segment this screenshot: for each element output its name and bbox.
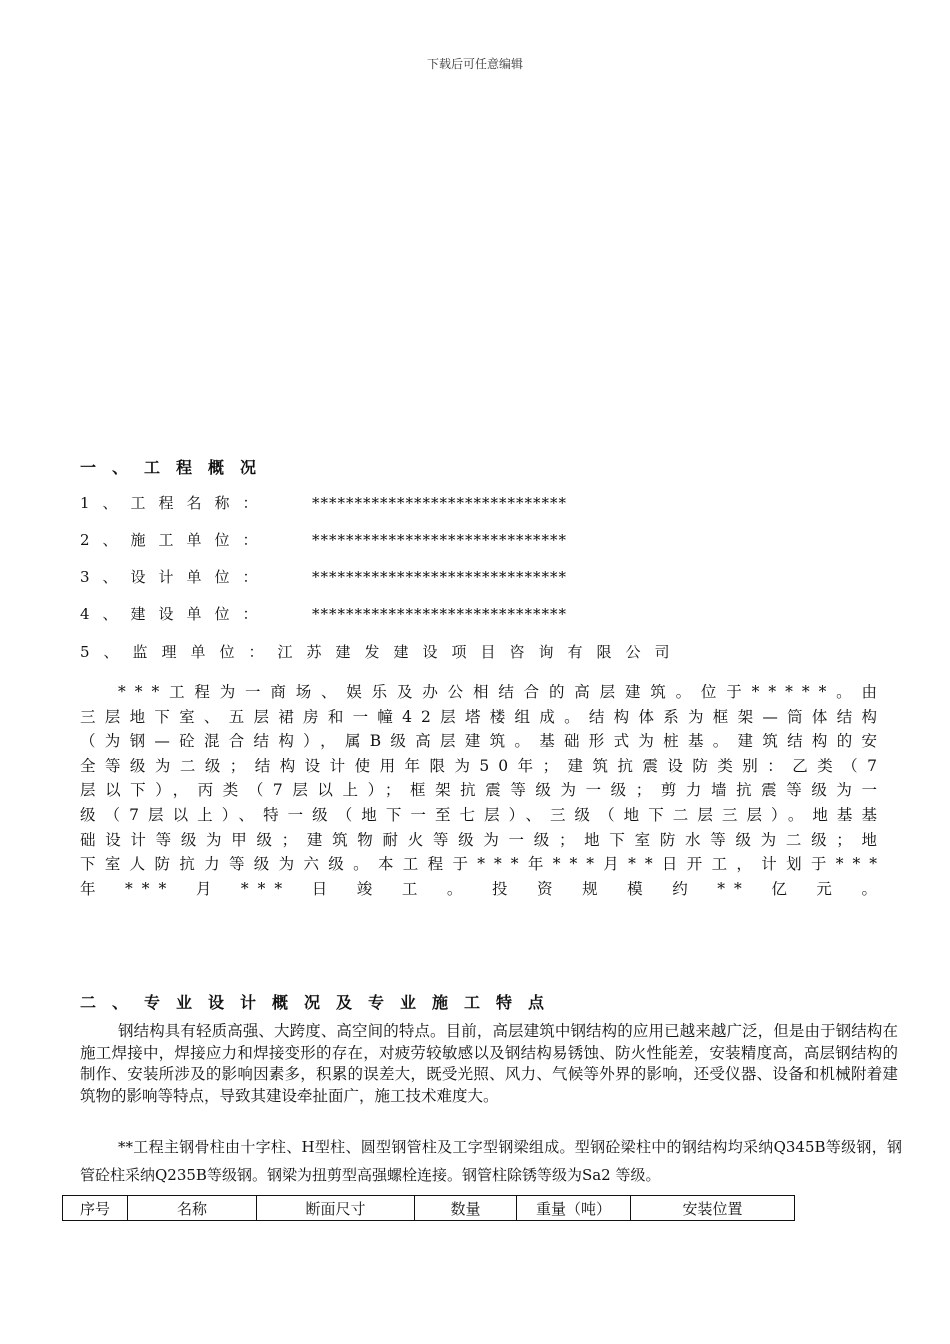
- steel-structure-paragraph: 钢结构具有轻质高强、大跨度、高空间的特点。目前，高层建筑中钢结构的应用已越来越广泛，但是由于钢结构在施工焊接中，焊接应力和焊接变形的存在，对疲劳较敏感以及钢结构易锈蚀、防火性能差，安装精度高，高层钢结构的制作、安装所涉及的影响因素多，积累的误差大，既受光照、风力、气候等外界的影响，还受仪器、设备和机械附着建筑物的影响等特点，导致其建设牵扯面广，施工技术难度大。: [80, 1022, 898, 1105]
- info-label: 2、施工单位：: [80, 531, 271, 549]
- component-table: [62, 1195, 795, 1221]
- col-header: 名称: [128, 1196, 257, 1221]
- section1-title: 一、工程概况: [80, 458, 273, 477]
- info-row-3: [80, 566, 567, 588]
- section2-title: 二、专业设计概况及专业施工特点: [80, 993, 561, 1012]
- info-value: ******************************: [312, 605, 567, 623]
- info-row-5: 5、监理单位：江苏建发建设项目咨询有限公司: [80, 643, 684, 661]
- info-value: ******************************: [312, 568, 567, 586]
- col-header: 安装位置: [631, 1196, 795, 1221]
- project-overview-paragraph: [80, 680, 886, 901]
- info-label: 4、建设单位：: [80, 605, 271, 623]
- info-value: ******************************: [312, 531, 567, 549]
- overview-text: ***工程为一商场、娱乐及办公相结合的高层建筑。位于*****。由三层地下室、五层裙房和一幢42层塔楼组成。结构体系为框架—筒体结构（为钢—砼混合结构），属B级高层建筑。基础形式为桩基。建筑结构的安全等级为二级；结构设计使用年限为50年；建筑抗震设防类别：乙类（7层以下），丙类（7层以上）；框架抗震等级为一级；剪力墙抗震等级为一级（7层以上）、特一级（地下一至七层）、三级（地下二层三层）。地基基础设计等级为甲级；建筑物耐火等级为一级；地下室防水等级为二级；地下室人防抗力等级为六级。本工程于***年***月**日开工，计划于***年***月***日竣工。投资规模约**亿元。: [80, 683, 886, 898]
- steel-column-paragraph: **工程主钢骨柱由十字柱、H型柱、圆型钢管柱及工字型钢梁组成。型钢砼梁柱中的钢结构均采纳Q345B等级钢，钢管砼柱采纳Q235B等级钢。钢梁为扭剪型高强螺栓连接。钢管柱除锈等级为Sa2 等级。: [80, 1138, 902, 1184]
- info-label: 3、设计单位：: [80, 568, 271, 586]
- col-header: 序号: [63, 1196, 128, 1221]
- table-header-row: [63, 1196, 795, 1221]
- info-value: ******************************: [312, 494, 567, 512]
- info-row-2: [80, 529, 567, 551]
- col-header: 重量（吨）: [517, 1196, 631, 1221]
- info-row-1: [80, 492, 567, 514]
- col-header: 数量: [415, 1196, 517, 1221]
- page-header: 下载后可任意编辑: [426, 57, 523, 71]
- col-header: 断面尺寸: [257, 1196, 415, 1221]
- info-row-4: [80, 603, 567, 625]
- info-label: 1、工程名称：: [80, 494, 271, 512]
